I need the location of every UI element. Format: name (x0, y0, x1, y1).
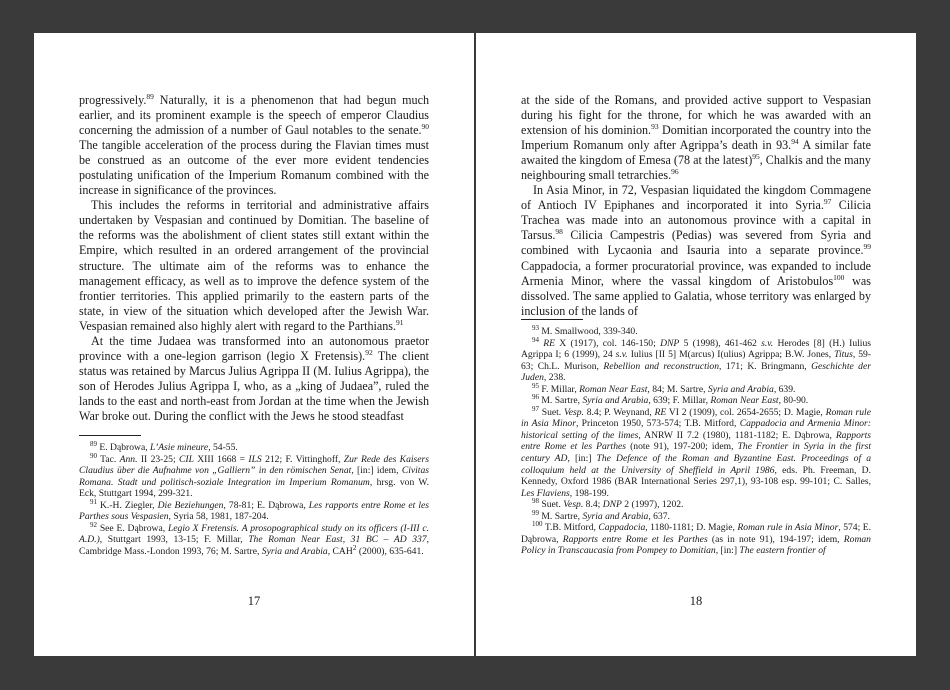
text-run: , Cambridge Mass.-London 1993, 76; M. Sartre, (79, 534, 429, 557)
text-run: , CAH (327, 545, 353, 557)
text-run: M. Sartre, (539, 395, 583, 407)
footnote-ref: 95 (752, 152, 760, 162)
text-run: E. Dąbrowa, (97, 442, 151, 453)
text-run: , [in:] (715, 545, 740, 557)
text-run: , [in:] idem, (351, 465, 402, 477)
footnote-ref: 99 (863, 242, 871, 252)
italic-text: Syria and Arabia (707, 383, 774, 395)
italic-text: L’Asie mineure (150, 442, 209, 453)
left-footnotes (79, 439, 430, 557)
footnote-number: 97 (532, 404, 539, 413)
italic-text: DNP (660, 337, 680, 349)
footnote (79, 451, 429, 500)
text-run: The client status was retained by Marcus Julius Agrippa II (M. Iulius Agrippa), the son of Herodes Julius Agrippa I, who, as a „king of Judaea”, ruled the lands to the east and north-east from Jordan at the time when the Jewish War broke out. During the conflict with the Jews he stood steadfast (79, 348, 429, 423)
footnote-ref: 90 (421, 122, 429, 132)
text-run: The tangible acceleration of the process during the Flavian times must be construed as an outcome of the ever more evident tendencies postulating unification of the Imperium Romanum combined with the increase in significance of the provinces. (79, 138, 429, 198)
text-run: , Syria 58, 1981, 187-204. (168, 511, 269, 523)
italic-text: Rapports entre Rome et les Parthes (521, 429, 871, 453)
italic-text: The eastern frontier of (739, 545, 826, 557)
italic-text: RE (654, 406, 667, 418)
paragraph (521, 93, 871, 183)
text-run: , 238. (543, 372, 566, 384)
text-run: (note 91), 197-200; idem, (625, 441, 738, 453)
text-run: M. Sartre, (539, 510, 583, 522)
footnote-number: 92 (90, 520, 97, 529)
text-run: Domitian incorporated the country into the Imperium Romanum only after Agrippa’s death in 93. (521, 123, 871, 153)
italic-text: Vesp. (563, 406, 584, 418)
footnote (79, 497, 430, 523)
paragraph (79, 93, 429, 198)
text-run: , 639. (773, 383, 796, 395)
text-run: T.B. Mitford, (542, 522, 599, 534)
footnote-number: 90 (90, 451, 97, 460)
text-run: , 1180-1181; D. Magie, (645, 522, 738, 534)
text-run: 5 (1998), 461-462 (679, 337, 762, 349)
left-body-text (79, 93, 429, 424)
italic-text: Roman Near East (710, 395, 779, 407)
text-run: F. Millar, (539, 383, 580, 395)
paragraph (79, 334, 429, 424)
text-run: (2000), 635-641. (356, 545, 424, 557)
text-run: Cilicia Trachea was made into an autonomous province with a capital in Tarsus. (521, 198, 871, 243)
italic-text: Les Flaviens (521, 487, 570, 499)
italic-text: Legio X Fretensis. A prosopographical study on its officers (I-III c. A.D.) (79, 522, 430, 546)
left-page-number: 17 (247, 594, 261, 608)
footnote-ref: 100 (833, 272, 845, 282)
italic-text: Syria and Arabia (582, 510, 649, 522)
right-footnotes (521, 323, 872, 557)
text-run: This includes the reforms in territorial and administrative affairs undertaken by Vespasian and continued by Domitian. The baseline of the reforms was the abolishment of client states still extant within the Empire, which resulted in an ordered arrangement of the provincial structure. The ultimate aim of the reforms was to enhance the management efficacy, as well as to improve the defence system of the frontier territories. This applied primarily to the eastern parts of the state, in view of the situation which developed after the Jewish War. Vespasian remained also highly alert with regard to the Parthians. (79, 198, 429, 333)
italic-text: Rapports entre Rome et les Parthes (562, 533, 708, 545)
italic-text: The Frontier in Syria in the first century AD (521, 441, 872, 465)
text-run: Cilicia Campestris (Pedias) was severed from Syria and combined with Lycaonia and Isauria into a separate province. (521, 228, 871, 258)
italic-text: Syria and Arabia (261, 545, 328, 557)
footnote (521, 404, 872, 499)
footnote-number: 96 (532, 393, 539, 402)
text-run: Iulius [II 5] M(arcus) I(ulius) Agrippa; B.W. Jones, (627, 349, 835, 361)
left-footnote-rule (79, 435, 141, 436)
italic-text: s.v. (615, 349, 628, 361)
italic-text: Geschichte der Juden (521, 360, 871, 384)
text-run: (as in note 91), 194-197; idem, (707, 533, 844, 545)
footnote-ref: 94 (791, 137, 799, 147)
italic-text: Rebellion and reconstruction (603, 360, 719, 372)
italic-text: Roman rule in Asia Minor (737, 522, 839, 534)
text-run: 2 (1997), 1202. (621, 499, 684, 511)
text-run: K.-H. Ziegler, (97, 499, 158, 511)
text-run: , Princeton 1950, 573-574; T.B. Mitford, (575, 418, 740, 430)
text-run: A similar fate awaited the kingdom of Emesa (78 at the latest) (521, 138, 872, 168)
footnote (79, 439, 429, 454)
text-run: , Chalkis and the many neighbouring small tetrarchies. (521, 153, 871, 183)
footnote (521, 335, 871, 384)
text-run: , 171; K. Bringmann, (719, 360, 812, 372)
italic-text: The Roman Near East, 31 BC – AD 337 (248, 534, 427, 546)
italic-text: Vesp. (563, 499, 584, 511)
footnote-number: 93 (532, 323, 539, 332)
italic-text: DNP (602, 499, 622, 511)
footnote-number: 89 (90, 439, 97, 448)
text-run: 8.4; (583, 499, 603, 511)
paragraph (521, 183, 871, 318)
text-run: VI 2 (1909), col. 2654-2655; D. Magie, (666, 406, 826, 418)
italic-text: Die Beziehungen (157, 499, 224, 511)
right-page-number: 18 (689, 594, 703, 608)
text-run: was dissolved. The same applied to Galatia, whose territory was enlarged by inclusion of the lands of (521, 273, 871, 318)
italic-text: Titus (834, 349, 853, 361)
text-run: at the side of the Romans, and provided active support to Vespasian during his fight for the throne, for which he was awarded with an extension of his dominion. (521, 93, 871, 138)
text-run: , eds. Ph. Freeman, D. Kennedy, Oxford 1986 (BAR International Series 297,1), 93-108 esp. 99-101; C. Salles, (521, 464, 871, 488)
text-run: , [in:] (567, 453, 597, 465)
text-run: , hrsg. von W. Eck, Stuttgart 1994, 299-321. (79, 476, 429, 500)
text-run: XIII 1668 = (193, 453, 249, 465)
text-run: Tac. (97, 453, 120, 465)
right-footnote-rule (521, 319, 583, 320)
text-run: See E. Dąbrowa, (97, 522, 168, 534)
text-run: Suet. (539, 499, 564, 511)
text-run: Naturally, it is a phenomenon that had begun much earlier, and its prominent example is the speech of emperor Claudius concerning the admission of a number of Gaul notables to the senate. (79, 93, 429, 138)
text-run: , Stuttgart 1993, 13-15; F. Millar, (99, 534, 249, 546)
italic-text: Roman Near East (579, 383, 648, 395)
text-run: progressively. (79, 93, 147, 107)
footnote (521, 395, 871, 407)
italic-text: Roman Policy in Transcaucasia from Pompey to Domitian (521, 533, 871, 557)
text-run: , 84; M. Sartre, (647, 383, 708, 395)
italic-text: ILS (248, 453, 262, 465)
text-run: , 198-199. (569, 487, 609, 499)
text-run: , ANRW II 7.2 (1980), 1181-1182; E. Dąbrowa, (638, 429, 836, 441)
footnote-ref: 89 (146, 91, 154, 101)
text-run: , 637. (648, 510, 670, 522)
text-run: , 574; E. Dąbrowa, (521, 522, 872, 545)
footnote (521, 323, 871, 338)
italic-text: CIL (178, 453, 194, 465)
paragraph (79, 198, 429, 333)
text-run: , 78-81; E. Dąbrowa, (223, 499, 309, 511)
footnote-ref: 91 (396, 317, 404, 327)
footnote-number: 94 (532, 335, 539, 344)
text-run: Suet. (539, 406, 564, 418)
left-page (34, 33, 474, 656)
text-run: In Asia Minor, in 72, Vespasian liquidated the kingdom Commagene of Antioch IV Epiphanes and incorporated it into Syria. (521, 183, 871, 213)
text-run: 8.4; P. Weynand, (583, 406, 655, 418)
footnote-ref: 2 (352, 542, 357, 552)
footnote-number: 91 (90, 497, 97, 506)
footnote-number: 100 (532, 520, 543, 529)
text-run: At the time Judaea was transformed into an autonomous praetor province with a one-legion garrison (legio X Fretensis). (79, 333, 429, 363)
footnote-ref: 93 (651, 122, 659, 132)
footnote (521, 381, 871, 396)
italic-text: Roman rule in Asia Minor (521, 406, 871, 430)
italic-text: Zur Rede des Kaisers Claudius über die Aufnahme von „Galliern” in den römischen Senat (79, 453, 429, 477)
italic-text: Cappadocia and Armenia Minor: historical setting of the limes (521, 418, 871, 441)
footnote-ref: 97 (823, 197, 832, 207)
footnote-number: 95 (532, 381, 539, 390)
footnote-ref: 92 (365, 347, 373, 357)
text-run: 212; F. Vittinghoff, (261, 453, 344, 465)
italic-text: Les rapports entre Rome et les Parthes sous Vespasien (79, 499, 430, 523)
italic-text: Civitas Romana. Stadt und politisch-soziale Integration im Imperium Romanum (79, 465, 429, 488)
text-run: , 59-63; Ch.L. Murison, (521, 349, 871, 372)
footnote-number: 99 (532, 508, 539, 517)
right-page (476, 33, 916, 656)
italic-text: Ann. (119, 453, 138, 465)
text-run: Cappadocia, a former procuratorial province, was expanded to include Armenia Minor, where the vassal kingdom of Aristobulos (521, 258, 871, 288)
footnote-ref: 96 (671, 167, 679, 177)
text-run: M. Smallwood, 339-340. (539, 326, 638, 337)
text-run: , 639; F. Millar, (648, 395, 711, 407)
text-run: II 23-25; (137, 453, 179, 465)
footnote (79, 520, 430, 558)
footnote (521, 522, 871, 557)
footnote (521, 499, 871, 511)
italic-text: RE (543, 337, 556, 349)
footnote (521, 508, 871, 523)
italic-text: The Defence of the Roman and Byzantine East. Proceedings of a colloquium held at the University of Sheffield in April 1986 (521, 453, 872, 476)
text-run: , 54-55. (208, 442, 238, 453)
italic-text: Syria and Arabia (582, 395, 649, 407)
right-body-text (521, 93, 871, 319)
italic-text: Cappadocia (598, 522, 646, 534)
text-run: X (1917), col. 146-150; (555, 337, 661, 349)
footnote-number: 98 (532, 497, 539, 506)
text-run: , 80-90. (778, 395, 809, 407)
italic-text: s.v. (761, 337, 774, 349)
text-run: Herodes [8] (H.) Iulius Agrippa I; 6 (1999), 24 (521, 337, 871, 361)
footnote-ref: 98 (555, 227, 563, 237)
